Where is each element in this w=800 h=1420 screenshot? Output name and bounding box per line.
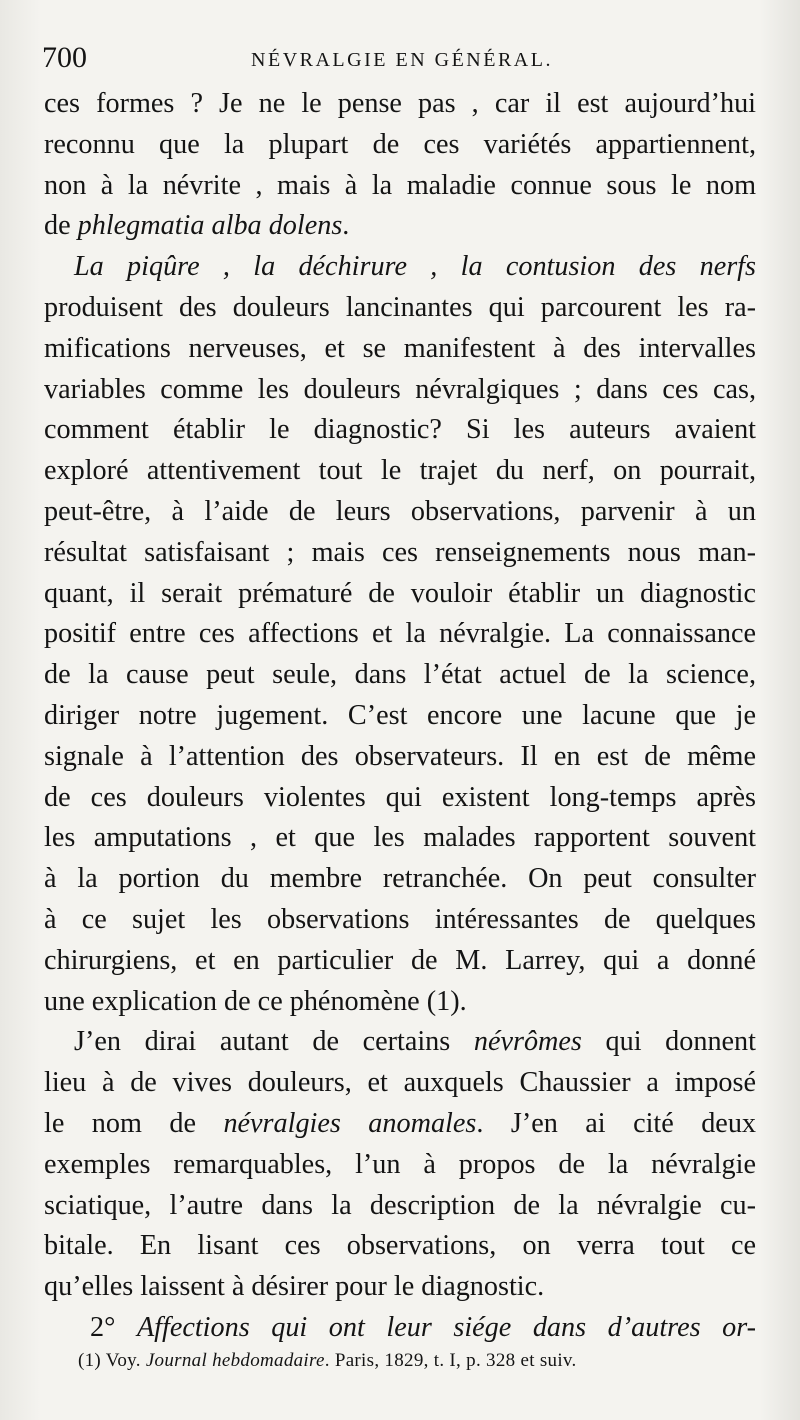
body-text bbox=[44, 84, 756, 1349]
footnote-marker: (1) Voy. bbox=[78, 1350, 141, 1371]
footnote-reference: . Paris, 1829, t. I, p. 328 et suiv. bbox=[324, 1350, 577, 1371]
text-line: de la cause peut seule, dans l’état actuel de la science, bbox=[44, 659, 756, 691]
text-line: le nom de névralgies anomales. J’en ai cité deux bbox=[44, 1107, 756, 1139]
text-line: positif entre ces affections et la névralgie. La connaissance bbox=[44, 618, 756, 650]
text-line: J’en dirai autant de certains névrômes qui donnent bbox=[74, 1026, 756, 1058]
text-line: variables comme les douleurs névralgiques ; dans ces cas, bbox=[44, 373, 756, 405]
text-line: bitale. En lisant ces observations, on verra tout ce bbox=[44, 1230, 756, 1262]
text-line: comment établir le diagnostic? Si les auteurs avaient bbox=[44, 414, 756, 446]
text-line: lieu à de vives douleurs, et auxquels Chaussier a imposé bbox=[44, 1067, 756, 1099]
running-head: NÉVRALGIE EN GÉNÉRAL. bbox=[251, 49, 553, 71]
section-heading-line: 2° Affections qui ont leur siége dans d’autres or- bbox=[90, 1311, 756, 1343]
page-header bbox=[42, 38, 762, 78]
text-line: peut-être, à l’aide de leurs observations, parvenir à un bbox=[44, 495, 756, 527]
text-line: sciatique, l’autre dans la description de la névralgie cu- bbox=[44, 1189, 756, 1221]
text-line: à la portion du membre retranchée. On peut consulter bbox=[44, 863, 756, 895]
page-number: 700 bbox=[42, 41, 87, 74]
text-line: une explication de ce phénomène (1). bbox=[44, 985, 467, 1017]
text-line: diriger notre jugement. C’est encore une lacune que je bbox=[44, 699, 756, 731]
text-line: exemples remarquables, l’un à propos de la névralgie bbox=[44, 1148, 756, 1180]
text-line: les amputations , et que les malades rapportent souvent bbox=[44, 822, 756, 854]
text-line: chirurgiens, et en particulier de M. Larrey, qui a donné bbox=[44, 944, 756, 976]
text-line: mifications nerveuses, et se manifestent à des intervalles bbox=[44, 332, 756, 364]
text-line: signale à l’attention des observateurs. Il en est de même bbox=[44, 740, 756, 772]
text-line: produisent des douleurs lancinantes qui parcourent les ra- bbox=[44, 291, 756, 323]
text-line: non à la névrite , mais à la maladie connue sous le nom bbox=[44, 169, 756, 201]
text-line: qu’elles laissent à désirer pour le diagnostic. bbox=[44, 1271, 545, 1303]
text-line: exploré attentivement tout le trajet du nerf, on pourrait, bbox=[44, 455, 756, 487]
footnote-journal: Journal hebdomadaire bbox=[145, 1350, 325, 1371]
text-line: ces formes ? Je ne le pense pas , car il est aujourd’hui bbox=[44, 88, 756, 119]
text-line: La piqûre , la déchirure , la contusion des nerfs bbox=[74, 251, 756, 283]
text-line: de ces douleurs violentes qui existent long-temps après bbox=[44, 781, 756, 813]
text-line: de phlegmatia alba dolens. bbox=[44, 210, 350, 242]
text-line: quant, il serait prématuré de vouloir établir un diagnostic bbox=[44, 577, 756, 609]
text-line: résultat satisfaisant ; mais ces renseignements nous man- bbox=[44, 536, 756, 568]
text-line: à ce sujet les observations intéressantes de quelques bbox=[44, 903, 756, 935]
footnote bbox=[78, 1348, 718, 1374]
text-line: reconnu que la plupart de ces variétés appartiennent, bbox=[44, 128, 756, 160]
